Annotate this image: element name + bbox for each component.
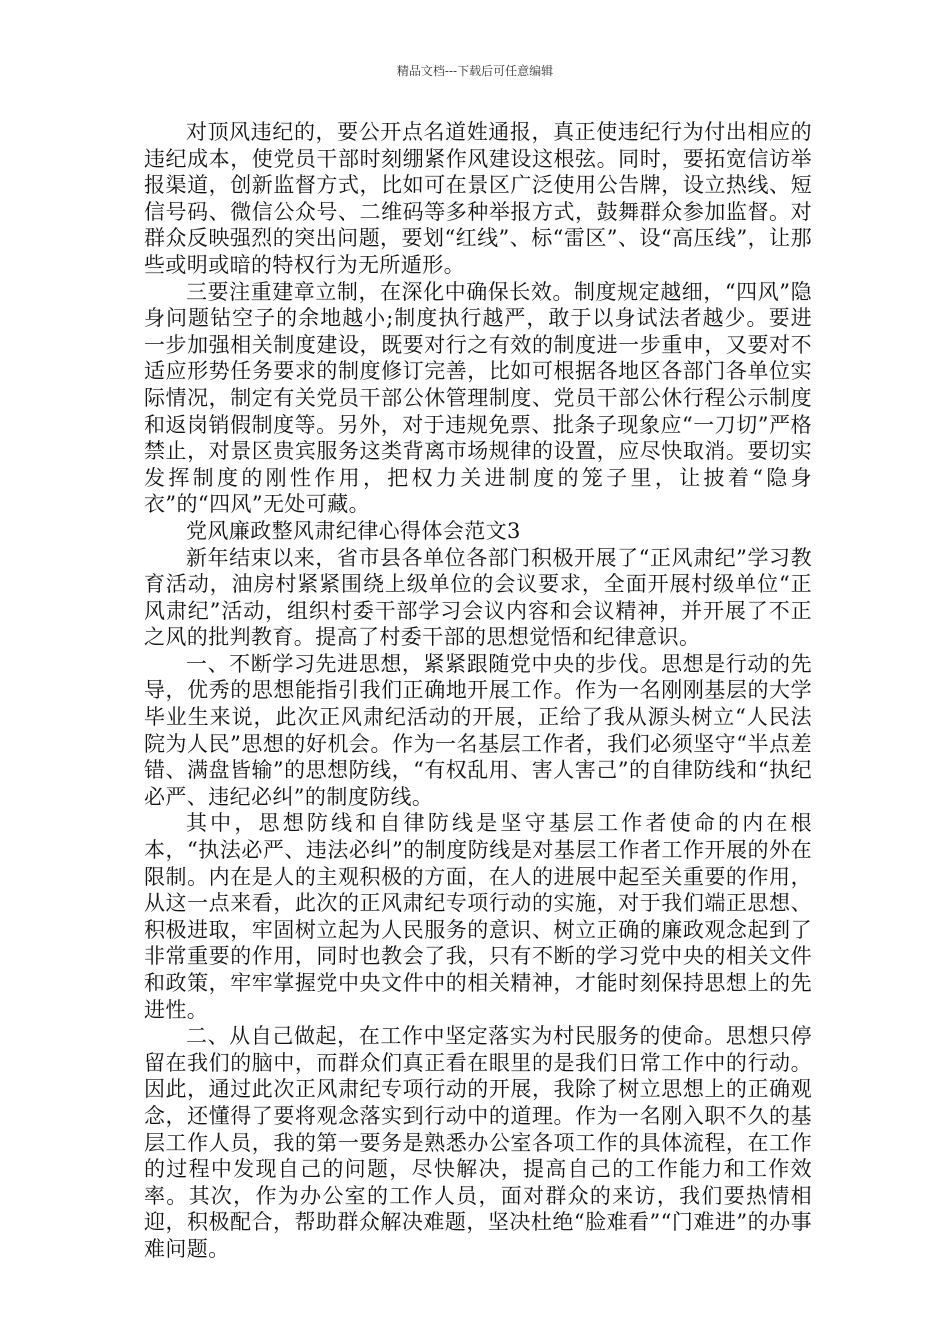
document-body xyxy=(144,119,812,1263)
page-header: 精品文档---下载后可任意编辑 xyxy=(396,64,554,78)
paragraph-5: 其中，思想防线和自律防线是坚守基层工作者使命的内在根本，“执法必严、违法必纠”的制度防线是对基层工作者工作开展的外在限制。内在是人的主观积极的方面，在人的进展中起至关重要的作用，从这一点来看，此次的正风肃纪专项行动的实施，对于我们端正思想、积极进取，牢固树立起为人民服务的意识、树立正确的廉政观念起到了非常重要的作用，同时也教会了我，只有不断的学习党中央的相关文件和政策，牢牢掌握党中央文件中的相关精神，才能时刻保持思想上的先进性。 xyxy=(144,811,812,1022)
paragraph-1: 对顶风违纪的，要公开点名道姓通报，真正使违纪行为付出相应的违纪成本，使党员干部时刻绷紧作风建设这根弦。同时，要拓宽信访举报渠道，创新监督方式，比如可在景区广泛使用公告牌，设立热线、短信号码、微信公众号、二维码等多种举报方式，鼓舞群众参加监督。对群众反映强烈的突出问题，要划“红线”、标“雷区”、设“高压线”，让那些或明或暗的特权行为无所遁形。 xyxy=(144,120,812,277)
paragraph-3: 新年结束以来，省市县各单位各部门积极开展了“正风肃纪”学习教育活动，油房村紧紧围绕上级单位的会议要求，全面开展村级单位“正风肃纪”活动，组织村委干部学习会议内容和会议精神，并开展了不正之风的批判教育。提高了村委干部的思想觉悟和纪律意识。 xyxy=(144,545,812,650)
paragraph-4: 一、不断学习先进思想，紧紧跟随党中央的步伐。思想是行动的先导，优秀的思想能指引我们正确地开展工作。作为一名刚刚基层的大学毕业生来说，此次正风肃纪活动的开展，正给了我从源头树立“人民法院为人民”思想的好机会。作为一名基层工作者，我们必须坚守“半点差错、满盘皆输”的思想防线，“有权乱用、害人害己”的自律防线和“执纪必严、违纪必纠”的制度防线。 xyxy=(144,651,812,809)
paragraph-2: 三要注重建章立制，在深化中确保长效。制度规定越细，“四风”隐身问题钻空子的余地越小;制度执行越严，敢于以身试法者越少。要进一步加强相关制度建设，既要对行之有效的制度进一步重申，又要对不适应形势任务要求的制度修订完善，比如可根据各地区各部门各单位实际情况，制定有关党员干部公休管理制度、党员干部公休行程公示制度和返岗销假制度等。另外，对于违规免票、批条子现象应“一刀切”严格禁止，对景区贵宾服务这类背离市场规律的设置，应尽快取消。要切实发挥制度的刚性作用，把权力关进制度的笼子里，让披着“隐身衣”的“四风”无处可藏。 xyxy=(144,279,812,517)
section-heading: 党风廉政整风肃纪律心得体会范文3 xyxy=(186,518,521,543)
paragraph-6: 二、从自己做起，在工作中坚定落实为村民服务的使命。思想只停留在我们的脑中，而群众们真正看在眼里的是我们日常工作中的行动。因此，通过此次正风肃纪专项行动的开展，我除了树立思想上的正确观念，还懂得了要将观念落实到行动中的道理。作为一名刚入职不久的基层工作人员，我的第一要务是熟悉办公室各项工作的具体流程，在工作的过程中发现自己的问题，尽快解决，提高自己的工作能力和工作效率。其次，作为办公室的工作人员，面对群众的来访，我们要热情相迎，积极配合，帮助群众解决难题，坚决杜绝“脸难看”“门难进”的办事难问题。 xyxy=(144,1024,812,1261)
